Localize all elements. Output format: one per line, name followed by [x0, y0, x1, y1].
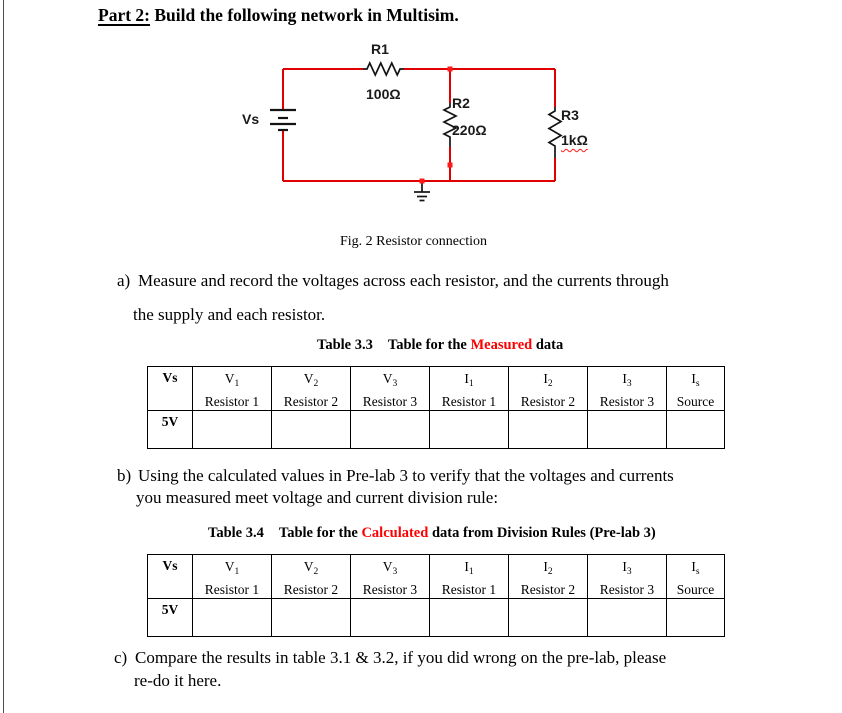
table-3-3-caption-pre: Table for the [387, 337, 471, 353]
table-corner-header: Vs [148, 555, 193, 599]
symbol-subscript: 3 [392, 379, 398, 389]
resistor-r3-icon [549, 107, 561, 158]
table-3-3-number: Table 3.3 [317, 337, 373, 353]
circuit-schematic [240, 38, 630, 213]
table-3-3-caption-highlight: Measured [470, 337, 533, 353]
page-left-border [3, 0, 4, 713]
vs-value-cell: 5V [148, 411, 193, 449]
empty-data-cell [193, 411, 272, 449]
symbol-letter: V [224, 371, 235, 386]
empty-data-cell [667, 411, 725, 449]
column-symbol [431, 370, 507, 393]
column-label: Resistor 3 [362, 394, 418, 409]
symbol-subscript: 2 [313, 379, 319, 389]
table-column-header [588, 555, 667, 599]
column-symbol [352, 558, 428, 581]
column-symbol [510, 370, 586, 393]
column-symbol [589, 558, 665, 581]
table-column-header [667, 555, 725, 599]
table-3-4-caption-highlight: Calculated [361, 525, 429, 541]
table-row [148, 599, 725, 637]
symbol-letter: I [691, 371, 696, 386]
item-a-text-1: Measure and record the voltages across each resistor, and the currents through [138, 271, 669, 290]
symbol-letter: I [543, 559, 548, 574]
item-a-line-2 [133, 305, 325, 324]
table-row [148, 411, 725, 449]
empty-data-cell [509, 599, 588, 637]
symbol-letter: V [303, 371, 314, 386]
column-symbol [273, 370, 349, 393]
table-column-header [430, 367, 509, 411]
symbol-letter: I [464, 371, 469, 386]
resistor-r1-name: R1 [371, 41, 389, 57]
junction-dot-icon [448, 67, 453, 72]
table-header-row [148, 555, 725, 599]
empty-data-cell [509, 411, 588, 449]
table-column-header [509, 555, 588, 599]
symbol-subscript: 1 [234, 379, 240, 389]
table-3-4-number: Table 3.4 [208, 525, 264, 541]
item-c-text-2: re-do it here. [134, 671, 222, 690]
column-label: Resistor 1 [441, 582, 497, 597]
empty-data-cell [667, 599, 725, 637]
page-title [98, 5, 459, 26]
column-label: Resistor 2 [520, 394, 576, 409]
figure-caption: Fig. 2 Resistor connection [340, 234, 487, 249]
item-c-line-1 [114, 648, 666, 667]
column-symbol [273, 558, 349, 581]
column-label: Resistor 1 [204, 394, 260, 409]
table-column-header [351, 367, 430, 411]
item-b-text-1: Using the calculated values in Pre-lab 3 to verify that the voltages and currents [138, 466, 674, 485]
table-3-3-caption-post: data [532, 337, 564, 353]
table-3-3-caption [317, 337, 563, 354]
table-column-header [588, 367, 667, 411]
source-label: Vs [242, 111, 260, 127]
symbol-subscript: 3 [626, 567, 632, 577]
symbol-letter: V [303, 559, 314, 574]
item-b-marker: b) [117, 466, 132, 485]
symbol-letter: V [382, 371, 393, 386]
column-symbol [194, 370, 270, 393]
junction-dot-icon [420, 179, 425, 184]
column-label: Source [676, 394, 715, 409]
symbol-subscript: 3 [626, 379, 632, 389]
table-corner-header: Vs [148, 367, 193, 411]
column-label: Resistor 3 [599, 582, 655, 597]
item-a-marker: a) [117, 271, 131, 290]
symbol-subscript: 1 [234, 567, 240, 577]
symbol-letter: I [543, 371, 548, 386]
table-column-header [351, 555, 430, 599]
calculated-data-table [147, 554, 725, 637]
column-symbol [194, 558, 270, 581]
column-symbol [352, 370, 428, 393]
item-b-line-2 [136, 488, 498, 507]
symbol-letter: I [691, 559, 696, 574]
battery-icon [270, 110, 296, 130]
empty-data-cell [588, 599, 667, 637]
resistor-r3-name: R3 [561, 107, 579, 123]
item-b-text-2: you measured meet voltage and current division rule: [136, 488, 499, 507]
table-column-header [272, 367, 351, 411]
column-label: Source [676, 582, 715, 597]
empty-data-cell [351, 411, 430, 449]
symbol-subscript: s [695, 379, 700, 389]
symbol-letter: I [464, 559, 469, 574]
column-label: Resistor 2 [283, 394, 339, 409]
table-column-header [667, 367, 725, 411]
column-label: Resistor 2 [520, 582, 576, 597]
table-column-header [509, 367, 588, 411]
symbol-subscript: 2 [547, 379, 553, 389]
table-column-header [193, 367, 272, 411]
item-c-marker: c) [114, 648, 128, 667]
column-symbol [510, 558, 586, 581]
resistor-r3-value: 1kΩ [561, 132, 588, 148]
resistor-r2-value: 220Ω [452, 122, 487, 138]
symbol-subscript: 2 [313, 567, 319, 577]
table-header-row [148, 367, 725, 411]
table-3-4-caption-pre: Table for the [278, 525, 362, 541]
empty-data-cell [272, 411, 351, 449]
resistor-r1-value: 100Ω [366, 86, 401, 102]
column-symbol [431, 558, 507, 581]
symbol-subscript: 1 [468, 379, 474, 389]
item-c-text-1: Compare the results in table 3.1 & 3.2, if you did wrong on the pre-lab, please [135, 648, 667, 667]
symbol-letter: V [224, 559, 235, 574]
symbol-letter: I [622, 559, 627, 574]
column-symbol [589, 370, 665, 393]
empty-data-cell [588, 411, 667, 449]
ground-icon [414, 181, 430, 201]
empty-data-cell [430, 599, 509, 637]
resistor-r1-icon [363, 63, 404, 75]
symbol-letter: V [382, 559, 393, 574]
measured-data-table [147, 366, 725, 449]
table-column-header [430, 555, 509, 599]
empty-data-cell [430, 411, 509, 449]
column-symbol [668, 370, 723, 393]
table-column-header [193, 555, 272, 599]
column-label: Resistor 3 [362, 582, 418, 597]
column-label: Resistor 2 [283, 582, 339, 597]
symbol-subscript: s [695, 567, 700, 577]
item-a-text-2: the supply and each resistor. [133, 305, 326, 324]
page-title-text: Build the following network in Multisim. [150, 5, 459, 25]
symbol-subscript: 1 [468, 567, 474, 577]
item-c-line-2 [134, 671, 221, 690]
column-label: Resistor 1 [441, 394, 497, 409]
table-3-4-caption [208, 525, 656, 542]
column-symbol [668, 558, 723, 581]
symbol-subscript: 2 [547, 567, 553, 577]
item-a-line-1 [117, 271, 669, 290]
item-b-line-1 [117, 466, 674, 485]
empty-data-cell [272, 599, 351, 637]
symbol-subscript: 3 [392, 567, 398, 577]
page-title-label: Part 2: [98, 5, 150, 25]
empty-data-cell [193, 599, 272, 637]
vs-value-cell: 5V [148, 599, 193, 637]
empty-data-cell [351, 599, 430, 637]
column-label: Resistor 1 [204, 582, 260, 597]
column-label: Resistor 3 [599, 394, 655, 409]
symbol-letter: I [622, 371, 627, 386]
table-3-4-caption-post: data from Division Rules (Pre-lab 3) [428, 525, 656, 541]
junction-dot-icon [448, 163, 453, 168]
resistor-r2-name: R2 [452, 95, 470, 111]
table-column-header [272, 555, 351, 599]
